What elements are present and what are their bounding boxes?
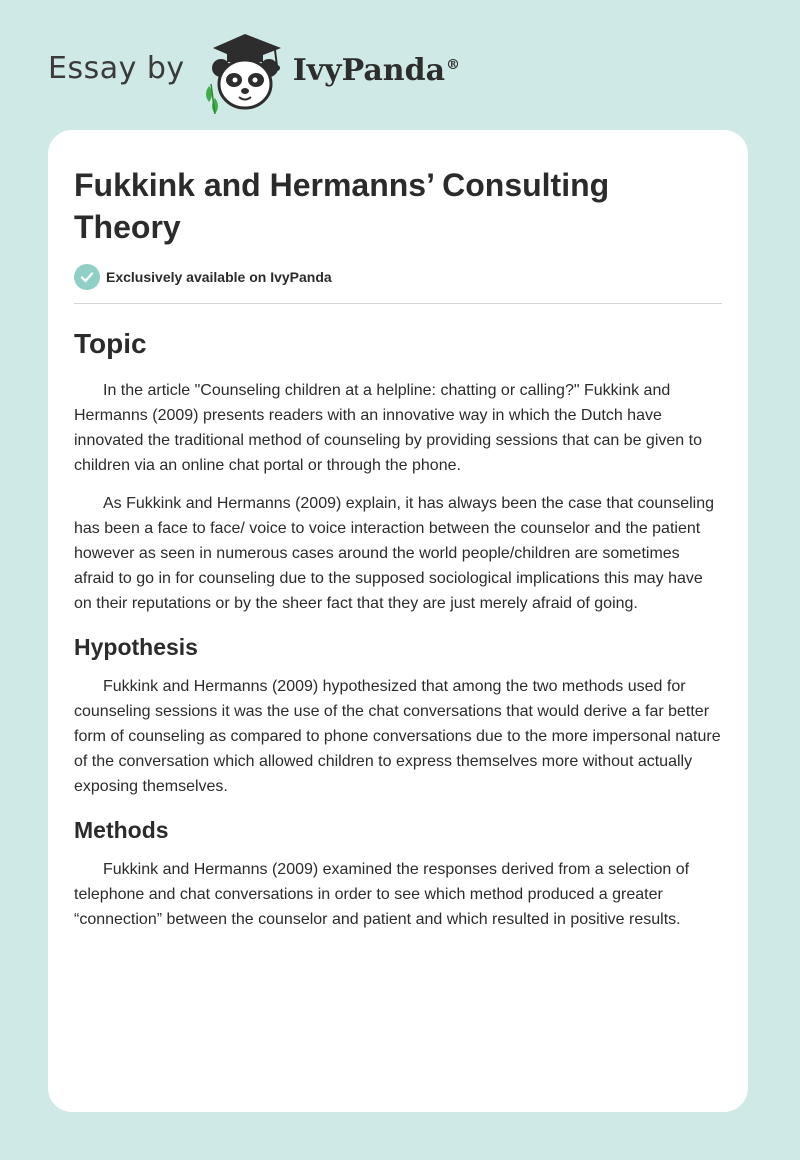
ivypanda-logo-icon[interactable] (199, 28, 291, 114)
article-body (74, 320, 722, 945)
section-heading-hypothesis: Hypothesis (74, 634, 198, 660)
registered-mark: ® (446, 56, 461, 73)
site-header (48, 28, 460, 114)
article-title: Fukkink and Hermanns’ Consulting Theory (74, 167, 610, 245)
section-heading-topic: Topic (74, 328, 147, 359)
essay-by-label: Essay by (48, 50, 185, 86)
paragraph: In the article "Counseling children at a helpline: chatting or calling?" Fukkink and Hermanns (2009) presents readers with an innovative way in which the Dutch have innovated the traditional method of counseling by providing sessions that can be given to children via an online chat portal or through the phone. (74, 382, 702, 474)
title-divider (74, 303, 722, 304)
exclusive-badge-text: Exclusively available on IvyPanda (106, 269, 332, 285)
article-card (48, 130, 748, 1112)
exclusive-badge (74, 264, 332, 290)
check-icon (74, 264, 100, 290)
paragraph: Fukkink and Hermanns (2009) hypothesized that among the two methods used for counseling sessions it was the use of the chat conversations that would derive a far better form of counseling as compared to phone conversations due to the more impersonal nature of the conversation which allowed children to express themselves more without actually exposing themselves. (74, 678, 721, 795)
paragraph: As Fukkink and Hermanns (2009) explain, it has always been the case that counseling has been a face to face/ voice to voice interaction between the counselor and the patient however as seen in numerous cases around the world people/children are sometimes afraid to go in for counseling due to the supposed sociological implications this may have on their reputations or by the sheer fact that they are just merely afraid of going. (74, 495, 715, 612)
paragraph: Fukkink and Hermanns (2009) examined the responses derived from a selection of telephone and chat conversations in order to see which method produced a greater “connection” between the counselor and patient and which resulted in positive results. (74, 861, 690, 928)
section-heading-methods: Methods (74, 817, 169, 843)
brand-name[interactable]: IvyPanda® (292, 52, 461, 88)
